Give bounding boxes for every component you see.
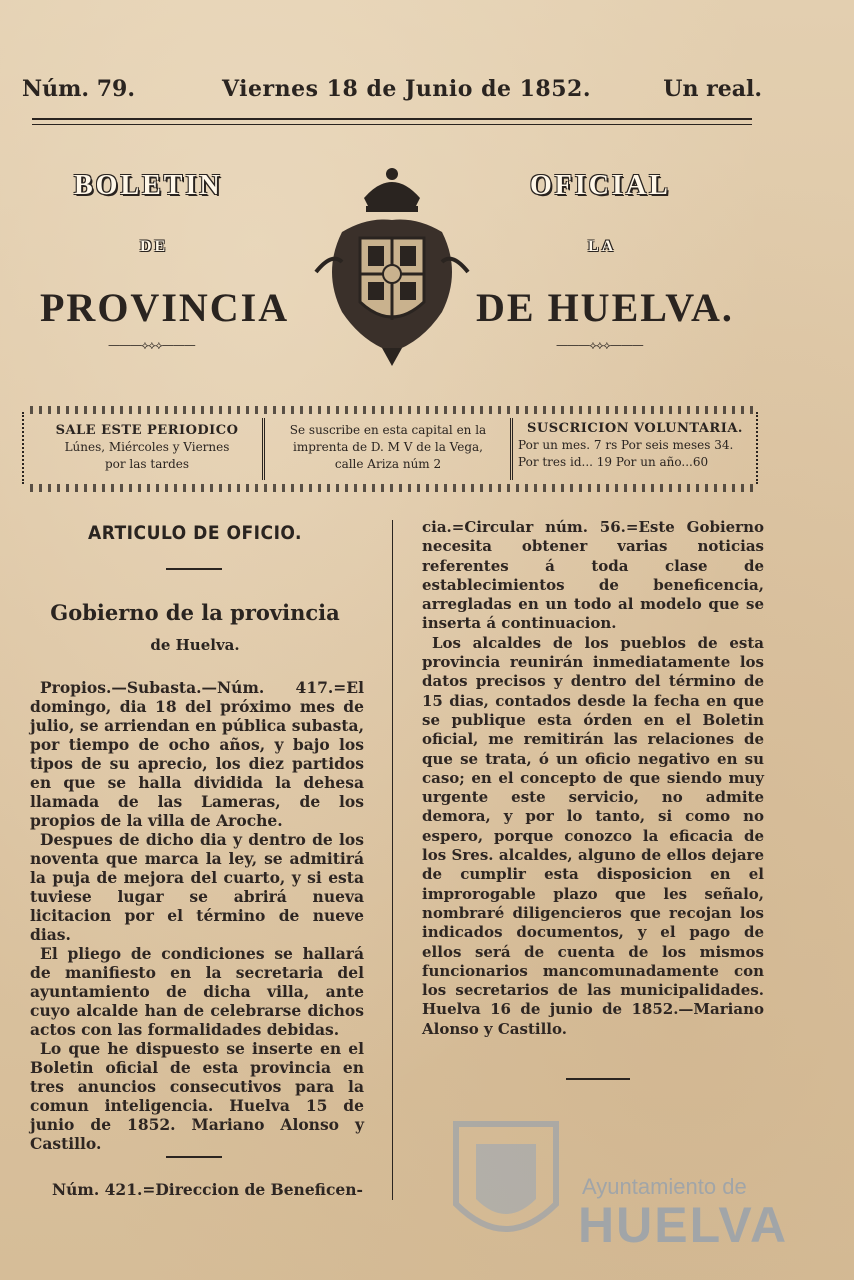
top-rule [32, 118, 752, 120]
left-column-text [30, 678, 364, 1153]
info-place-line3: calle Ariza núm 2 [334, 457, 442, 471]
title-provincia: PROVINCIA [40, 285, 290, 330]
info-place-line2: imprenta de D. M V de la Vega, [293, 440, 483, 454]
info-prices-line1: Por un mes. 7 rs Por seis meses 34. [518, 438, 734, 452]
info-divider-2 [510, 418, 513, 480]
heading-rule [166, 568, 222, 570]
watermark-line2: HUELVA [578, 1197, 789, 1253]
info-border-bottom [30, 484, 758, 492]
info-periodicity-days: Lúnes, Miércoles y Viernes [64, 440, 230, 454]
paragraph: cia.=Circular núm. 56.=Este Gobierno necesita obtener varias noticias referentes á toda clase de establecimientos de beneficencia, arregladas en un todo al modelo que se inserta á continuacion. [422, 518, 764, 633]
paragraph: El pliego de condiciones se hallará de manifiesto en la secretaria del ayuntamiento de dicha villa, ante cuyo alcalde han de celebrarse dichos actos con las formalidades debidas. [30, 944, 364, 1039]
issue-number: Núm. 79. [22, 76, 135, 102]
info-periodicity [36, 422, 258, 473]
info-periodicity-time: por las tardes [104, 457, 190, 471]
title-boletin: BOLETIN [74, 170, 223, 201]
info-prices-line2: Por tres id... 19 Por un año...60 [518, 455, 709, 469]
title-de: DE [140, 238, 169, 255]
watermark-shield-icon [446, 1104, 566, 1264]
coat-of-arms-icon [312, 162, 472, 368]
info-border-top [30, 406, 758, 414]
info-place-line1: Se suscribe en esta capital en la [289, 423, 487, 437]
footer-line: Núm. 421.=Direccion de Beneficen- [52, 1180, 363, 1199]
info-prices-head: SUSCRICION VOLUNTARIA. [527, 421, 743, 436]
title-de-huelva: DE HUELVA. [476, 285, 734, 330]
title-oficial: OFICIAL [530, 170, 671, 201]
left-end-rule [166, 1156, 222, 1158]
top-rule-thin [32, 124, 752, 125]
paragraph: Los alcaldes de los pueblos de esta provincia reunirán inmediatamente los datos precisos y dentro del término de 15 dias, contados desde la fecha en que se publique esta órden en el Boletin oficial, me remitirán las relaciones de que se trata, ó un oficio negativo en su caso; en el concepto de que siendo muy urgente este servicio, no admite demora, y por lo tanto, si como no espero, porque conozco la eficacia de los Sres. alcaldes, alguno de ellos dejare de cumplir esta disposicion en el improrogable plazo que les señalo, nombraré diligencieros que recojan los indicados documentos, y el pago de ellos será de cuenta de los mismos funcionarios mancomunadamente con los secretarios de las municipalidades. Huelva 16 de junio de 1852.—Mariano Alonso y Castillo. [422, 633, 764, 1038]
flourish-left: ———⟡⟡⟡——— [108, 338, 195, 352]
info-periodicity-head: SALE ESTE PERIODICO [55, 423, 239, 438]
masthead-topline [22, 76, 762, 106]
info-divider-1 [262, 418, 265, 480]
section-subtitle: de Huelva. [150, 636, 240, 654]
paragraph: Lo que he dispuesto se inserte en el Boletin oficial de esta provincia en tres anuncios consecutivos para la comun inteligencia. Huelva 15 de junio de 1852. Mariano Alonso y Castillo. [30, 1039, 364, 1153]
section-title: Gobierno de la provincia [50, 600, 340, 625]
article-heading: ARTICULO DE OFICIO. [87, 522, 303, 544]
flourish-right: ———⟡⟡⟡——— [556, 338, 643, 352]
info-subscription-place [274, 422, 502, 473]
title-la: LA [588, 238, 617, 255]
right-end-rule [566, 1078, 630, 1080]
issue-date: Viernes 18 de Junio de 1852. [222, 76, 591, 102]
info-prices [518, 420, 752, 471]
paragraph: Propios.—Subasta.—Núm. 417.=El domingo, dia 18 del próximo mes de julio, se arriendan en pública subasta, por tiempo de ocho años, y bajo los tipos de su aprecio, los diez partidos en que se halla dividida la dehesa llamada de las Lameras, de los propios de la villa de Aroche. [30, 678, 364, 830]
paragraph: Despues de dicho dia y dentro de los noventa que marca la ley, se admitirá la puja de mejora del cuarto, y si esta tuviese lugar se abrirá nueva licitacion por el término de nueve dias. [30, 830, 364, 944]
right-column-text [422, 518, 764, 1039]
info-side-left [22, 412, 24, 484]
watermark-line1: Ayuntamiento de [582, 1174, 747, 1199]
info-side-right [756, 412, 758, 484]
column-divider [392, 520, 393, 1200]
left-column-footer [52, 1180, 372, 1199]
issue-price: Un real. [663, 76, 762, 102]
